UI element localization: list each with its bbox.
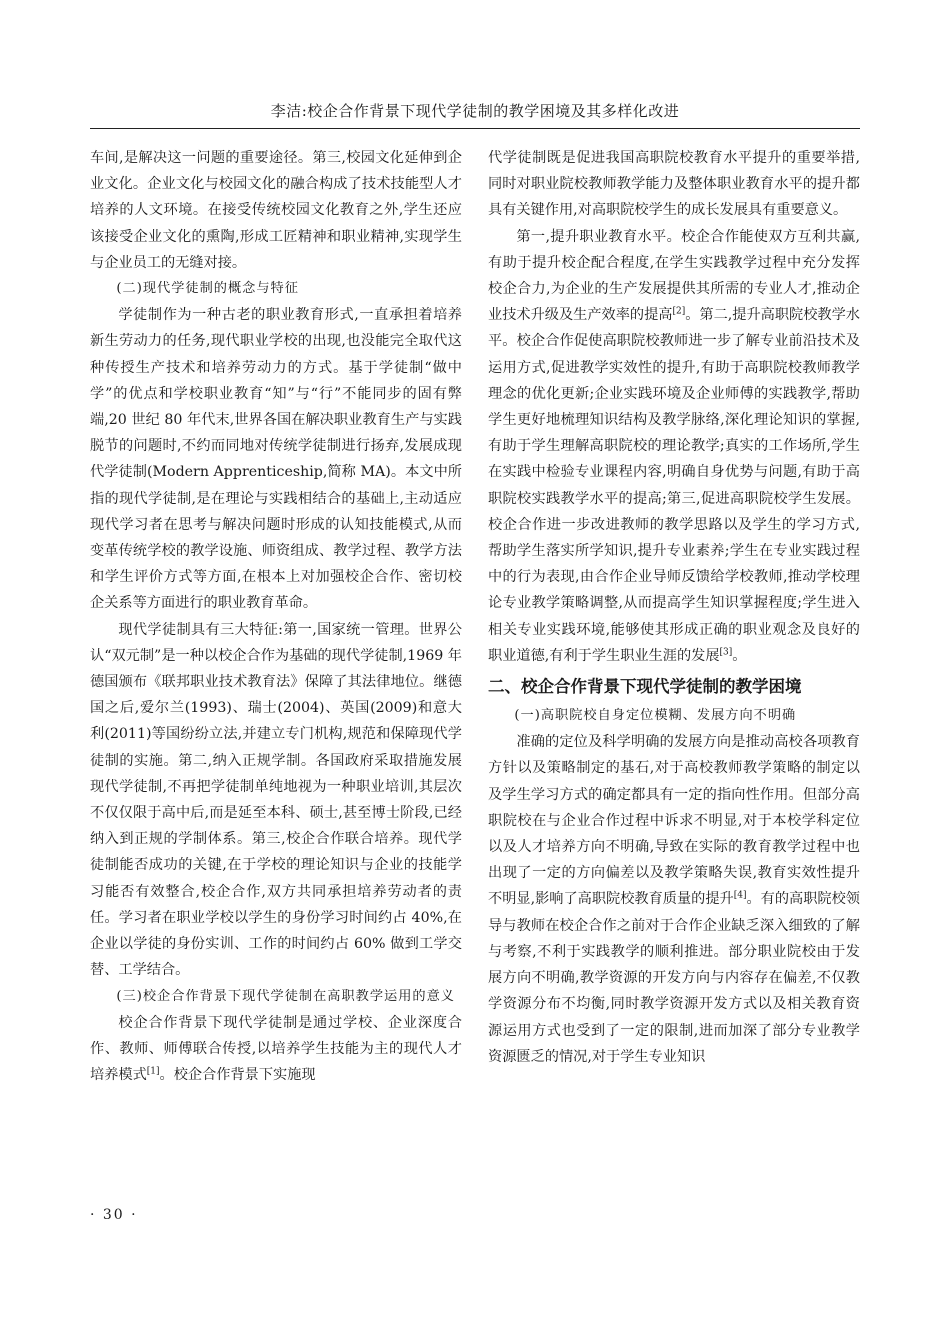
paragraph-text: 。校企合作背景下实施现 [159, 1067, 316, 1084]
running-title: 李洁:校企合作背景下现代学徒制的教学困境及其多样化改进 [270, 102, 680, 120]
paragraph [488, 224, 860, 669]
paragraph-text: 第一,提升职业教育水平。校企合作能使双方互利共赢,有助于提升校企配合程度,在学生实践教学过程中充分发挥校企合力,为企业的生产发展提供其所需的专业人才,推动企业技术升级及生产效率的提高 [488, 228, 860, 324]
citation-ref: [3] [719, 647, 733, 658]
citation-ref: [1] [146, 1066, 160, 1077]
paragraph-text: 。第二,提升高职院校教学水平。校企合作促使高职院校教师进一步了解专业前沿技术及运用方式,促进教学实效性的提升,有助于高职院校教师教学理念的优化更新;企业实践环境及企业师傅的实践教学,帮助学生更好地梳理知识结构及教学脉络,深化理论知识的掌握,有助于学生理解高职院校的理论教学;真实的工作场所,学生在实践中检验专业课程内容,明确自身优势与问题,有助于高职院校实践教学水平的提高;第三,促进高职院校学生发展。校企合作进一步改进教师的教学思路以及学生的学习方式,帮助学生落实所学知识,提升专业素养;学生在专业实践过程中的行为表现,由合作企业导师反馈给学校教师,推动学校理论专业教学策略调整,从而提高学生知识掌握程度;学生进入相关专业实践环境,能够使其形成正确的职业观念及良好的职业道德,有利于学生职业生涯的发展 [488, 307, 860, 664]
paragraph: 车间,是解决这一问题的重要途径。第三,校园文化延伸到企业文化。企业文化与校园文化的融合构成了技术技能型人才培养的人文环境。在接受传统校园文化教育之外,学生还应该接受企业文化的熏陶,形成工匠精神和职业精神,实现学生与企业员工的无缝对接。 [90, 150, 462, 271]
section-heading: 二、校企合作背景下现代学徒制的教学困境 [488, 677, 802, 697]
paragraph-text: 准确的定位及科学明确的发展方向是推动高校各项教育方针以及策略制定的基石,对于高校教师教学策略的制定以及学生学习方式的确定都具有一定的指向性作用。但部分高职院校在与企业合作过程中诉求不明显,对于本校学科定位以及人才培养方向不明确,导致在实际的教育教学过程中也出现了一定的方向偏差以及教学策略失误,教育实效性提升不明显,影响了高职院校教育质量的提升 [488, 734, 860, 908]
citation-ref: [2] [672, 306, 686, 317]
header-rule [90, 128, 860, 129]
right-column [488, 145, 860, 1070]
page-number: · 30 · [90, 1207, 138, 1223]
paragraph: 代学徒制既是促进我国高职院校教育水平提升的重要举措,同时对职业院校教师教学能力及整体职业教育水平的提升都具有关键作用,对高职院校学生的成长发展具有重要意义。 [488, 150, 860, 219]
subsection-heading: (二)现代学徒制的概念与特征 [116, 281, 299, 297]
paragraph [90, 1010, 462, 1089]
subsection-heading: (三)校企合作背景下现代学徒制在高职教学运用的意义 [116, 988, 455, 1004]
paragraph: 学徒制作为一种古老的职业教育形式,一直承担着培养新生劳动力的任务,现代职业学校的出现,也没能完全取代这种传授生产技术和培养劳动力的方式。基于学徒制“做中学”的优点和学校职业教育“知”与“行”不能同步的固有弊端,20 世纪 80 年代末,世界各国在解决职业教育生产与实践脱节的问题时,不约而同地对传统学徒制进行扬弃,发展成现代学徒制(Modern Apprenticeship,简称 MA)。本文中所指的现代学徒制,是在理论与实践相结合的基础上,主动适应现代学习者在思考与解决问题时形成的认知技能模式,从而变革传统学校的教学设施、师资组成、教学过程、教学方法和学生评价方式等方面,在根本上对加强校企合作、密切校企关系等方面进行的职业教育革命。 [90, 307, 462, 612]
paragraph [488, 729, 860, 1070]
paragraph-text: 。有的高职院校领导与教师在校企合作之前对于合作企业缺乏深入细致的了解与考察,不利于实践教学的顺利推进。部分职业院校由于发展方向不明确,教学资源的开发方向与内容存在偏差,不仅教学资源分布不均衡,同时教学资源开发方式以及相关教育资源运用方式也受到了一定的限制,进而加深了部分专业教学资源匮乏的情况,对于学生专业知识 [488, 891, 860, 1065]
paragraph: 现代学徒制具有三大特征:第一,国家统一管理。世界公认“双元制”是一种以校企合作为基础的现代学徒制,1969 年德国颁布《联邦职业技术教育法》保障了其法律地位。继德国之后,爱尔兰(1993)、瑞士(2004)、英国(2009)和意大利(2011)等国纷纷立法,并建立专门机构,规范和保障现代学徒制的实施。第二,纳入正规学制。各国政府采取措施发展现代学徒制,不再把学徒制单纯地视为一种职业培训,其层次不仅仅限于高中后,而是延至本科、硕士,甚至博士阶段,已经纳入到正规的学制体系。第三,校企合作联合培养。现代学徒制能否成功的关键,在于学校的理论知识与企业的技能学习能否有效整合,校企合作,双方共同承担培养劳动者的责任。学习者在职业学校以学生的身份学习时间约占 40%,在企业以学徒的身份实训、工作的时间约占 60% 做到工学交替、工学结合。 [90, 621, 462, 979]
paragraph-text: 校企合作背景下现代学徒制是通过学校、企业深度合作、教师、师傅联合传授,以培养学生技能为主的现代人才培养模式 [90, 1014, 462, 1084]
left-column [90, 145, 462, 1088]
subsection-heading: (一)高职院校自身定位模糊、发展方向不明确 [514, 708, 797, 724]
citation-ref: [4] [733, 890, 747, 901]
paragraph-text: 。 [732, 647, 747, 664]
